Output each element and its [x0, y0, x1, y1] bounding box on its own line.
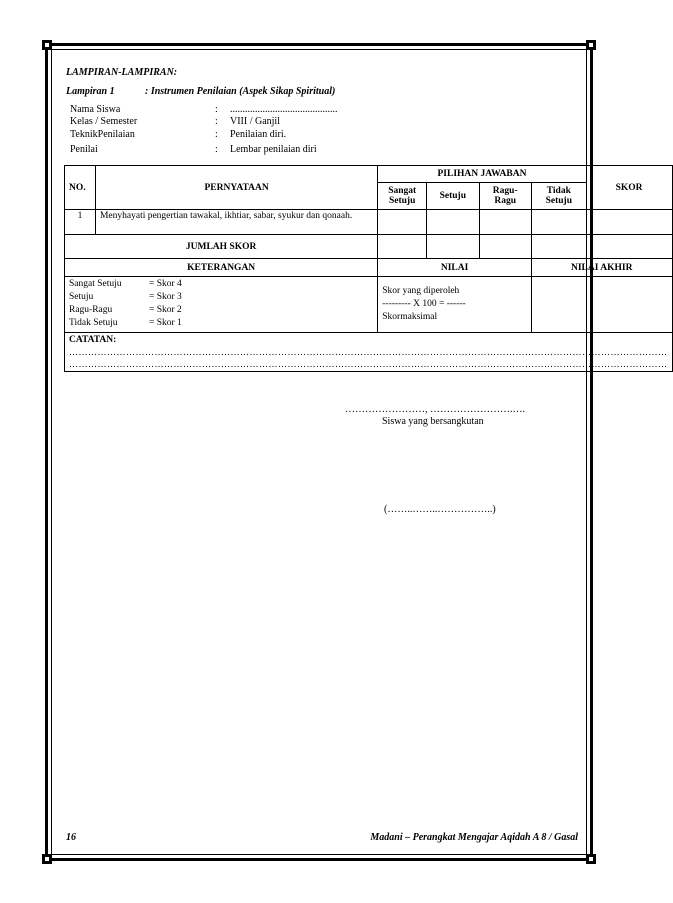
keterangan-item: Sangat Setuju = Skor 4	[69, 279, 182, 289]
info-colon: :	[215, 129, 218, 140]
answer-cell[interactable]	[427, 210, 479, 235]
total-cell[interactable]	[531, 235, 586, 259]
info-label: Kelas / Semester	[70, 116, 138, 127]
answer-cell[interactable]	[531, 210, 586, 235]
jumlah-skor-label: JUMLAH SKOR	[65, 235, 378, 259]
signature-name[interactable]: (……..……..……………..)	[384, 504, 496, 515]
catatan-section	[65, 333, 673, 372]
info-value: ...........................................	[230, 104, 338, 115]
nilai-header: NILAI	[378, 259, 532, 277]
info-value: Penilaian diri.	[230, 129, 287, 140]
row-number: 1	[65, 210, 96, 235]
keterangan-item: Setuju = Skor 3	[69, 292, 182, 302]
catatan-label: CATATAN:	[69, 335, 117, 345]
catatan-line[interactable]: ………………………………………………………………………………………………………………………………………………………………………	[69, 347, 668, 357]
signature-place-date[interactable]: ……………………, …………………….….	[345, 404, 525, 415]
keterangan-item: Tidak Setuju = Skor 1	[69, 318, 182, 328]
option-setuju: Setuju	[427, 183, 479, 210]
header-pernyataan: PERNYATAAN	[95, 166, 377, 210]
score-cell[interactable]	[586, 210, 672, 235]
info-colon: :	[215, 144, 218, 155]
signature-role: Siswa yang bersangkutan	[382, 416, 484, 427]
keterangan-list	[65, 277, 378, 333]
total-cell[interactable]	[427, 235, 479, 259]
total-cell[interactable]	[479, 235, 531, 259]
nilai-akhir-cell[interactable]	[531, 277, 672, 333]
answer-cell[interactable]	[378, 210, 427, 235]
formula-line: Skormaksimal	[382, 312, 438, 322]
info-label: Penilai	[70, 144, 98, 155]
total-cell[interactable]	[378, 235, 427, 259]
option-sangat-setuju: Sangat Setuju	[378, 183, 427, 210]
total-cell[interactable]	[586, 235, 672, 259]
row-statement: Menyhayati pengertian tawakal, ikhtiar, sabar, syukur dan qonaah.	[95, 210, 377, 235]
info-value: VIII / Ganjil	[230, 116, 280, 127]
table-row	[65, 210, 673, 235]
option-ragu-ragu: Ragu- Ragu	[479, 183, 531, 210]
header-skor: SKOR	[586, 166, 672, 210]
info-value: Lembar penilaian diri	[230, 144, 317, 155]
lampiran-title: : Instrumen Penilaian (Aspek Sikap Spiritual)	[145, 86, 336, 97]
info-label: Nama Siswa	[70, 104, 121, 115]
answer-cell[interactable]	[479, 210, 531, 235]
footer-title: Madani – Perangkat Mengajar Aqidah A 8 / Gasal	[370, 832, 578, 843]
keterangan-item: Ragu-Ragu = Skor 2	[69, 305, 182, 315]
info-colon: :	[215, 116, 218, 127]
nilai-formula	[378, 277, 532, 333]
catatan-line[interactable]: ………………………………………………………………………………………………………………………………………………………………………	[69, 359, 668, 369]
assessment-table	[64, 165, 673, 372]
corner-ornament	[586, 40, 596, 50]
formula-line: Skor yang diperoleh	[382, 286, 460, 296]
formula-line: --------- X 100 = ------	[382, 299, 466, 309]
option-tidak-setuju: Tidak Setuju	[531, 183, 586, 210]
info-label: TeknikPenilaian	[70, 129, 135, 140]
corner-ornament	[42, 854, 52, 864]
nilai-akhir-header: NILAI AKHIR	[531, 259, 672, 277]
corner-ornament	[42, 40, 52, 50]
page-number: 16	[66, 832, 76, 843]
corner-ornament	[586, 854, 596, 864]
keterangan-header: KETERANGAN	[65, 259, 378, 277]
header-no: NO.	[65, 166, 96, 210]
section-heading: LAMPIRAN-LAMPIRAN:	[66, 67, 178, 78]
lampiran-label: Lampiran 1	[66, 86, 115, 97]
header-pilihan-jawaban: PILIHAN JAWABAN	[378, 166, 586, 183]
info-colon: :	[215, 104, 218, 115]
